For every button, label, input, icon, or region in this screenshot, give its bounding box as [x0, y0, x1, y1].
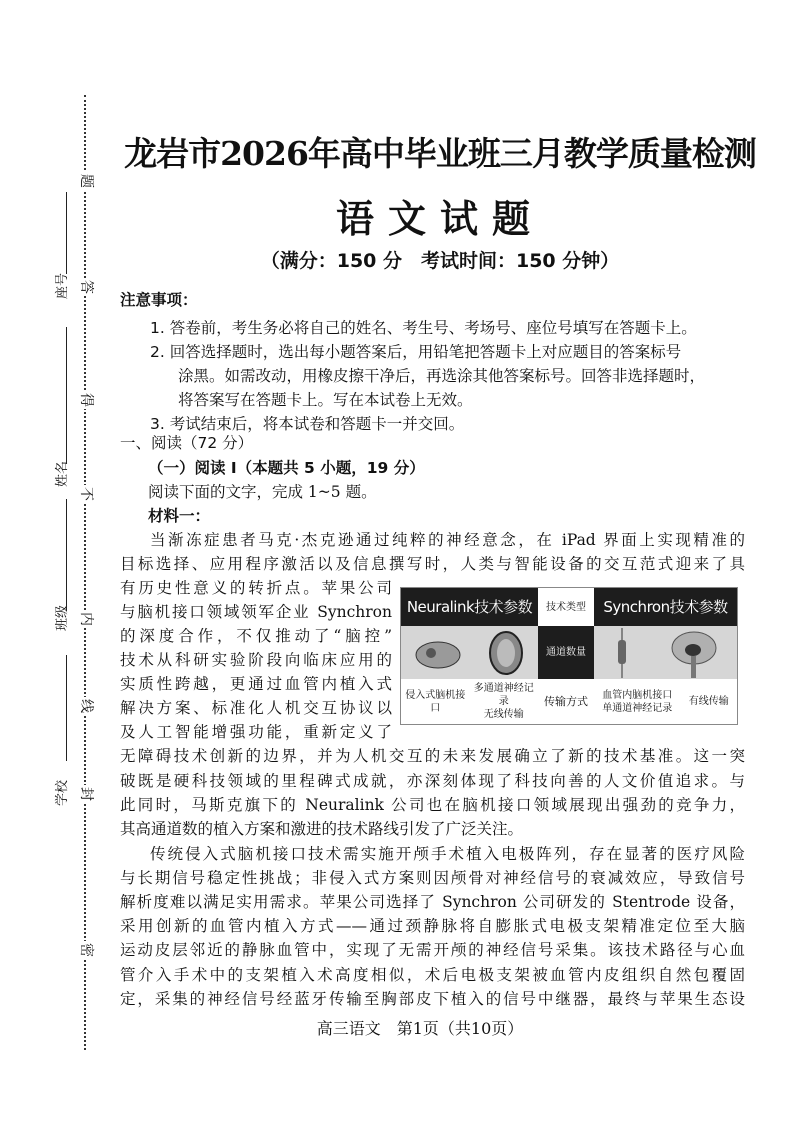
seal-char: 封: [78, 787, 94, 801]
passage-line: 传统侵入式脑机接口技术需实施开颅手术植入电极阵列，存在显著的医疗风险: [150, 845, 745, 863]
spec-cell: 侵入式脑机接口: [405, 689, 466, 714]
neuralink-images: [401, 626, 538, 679]
note-item: 1. 答卷前，考生务必将自己的姓名、考生号、考场号、座位号填写在答题卡上。: [150, 319, 697, 337]
name-field[interactable]: [66, 327, 67, 464]
row-label: 通道数量: [538, 626, 594, 679]
school-label: 学校: [55, 780, 70, 807]
part-title: （一）阅读 I（本题共 5 小题，19 分）: [148, 459, 425, 477]
passage-line: 运动皮层邻近的静脉血管中，实现了无需开颅的神经信号采集。该技术路径与心血: [120, 941, 745, 959]
subject-title: 语文试题: [335, 196, 544, 241]
row-label: 传输方式: [544, 695, 588, 708]
seal-char: 答: [78, 280, 94, 294]
passage-line: 实质性跨越，更通过血管内植入式: [120, 675, 392, 693]
seal-char: 线: [78, 699, 94, 713]
seat-number-field[interactable]: [66, 192, 67, 274]
synchron-images: [594, 626, 737, 679]
passage-line: 管介入手术中的支架植入术高度相似，术后电极支架被血管内皮组织自然包覆固: [120, 966, 745, 984]
seal-char: 得: [78, 393, 94, 407]
passage-line: 当渐冻症患者马克·杰克逊通过纯粹的神经意念，在 iPad 界面上实现精准的: [150, 531, 745, 549]
seal-char: 不: [78, 487, 94, 501]
material-label: 材料一：: [148, 506, 211, 525]
seal-char: 题: [78, 174, 94, 188]
class-field[interactable]: [66, 499, 67, 611]
name-label: 姓名: [55, 461, 70, 488]
passage-line: 此同时，马斯克旗下的 Neuralink 公司也在脑机接口领域展现出强劲的竞争力，: [120, 796, 745, 814]
seal-char: 内: [78, 612, 94, 626]
passage-line: 与长期信号稳定性挑战；非侵入式方案则因颅骨对神经信号的衰减效应，导致信号: [120, 869, 745, 887]
seal-char: 密: [78, 943, 94, 957]
neuralink-specs: [401, 679, 538, 724]
passage-line: 无障碍技术创新的边界，并为人机交互的未来发展确立了新的技术基准。这一突: [120, 747, 745, 765]
score-time: （满分：150 分 考试时间：150 分钟）: [260, 250, 620, 272]
brain-scan-image: [486, 630, 526, 676]
passage-line: 定，采集的神经信号经蓝牙传输至胸部皮下植入的信号中继器，最终与苹果生态设: [120, 990, 745, 1008]
exam-title: 龙岩市2026年高中毕业班三月教学质量检测: [124, 134, 756, 173]
passage-line: 解决方案、标准化人机交互协议以: [120, 699, 392, 717]
note-item: 2. 回答选择题时，选出每小题答案后，用铅笔把答题卡上对应题目的答案标号: [150, 343, 682, 361]
passage-line: 目标选择、应用程序激活以及信息撰写时，人类与智能设备的交互范式迎来了具: [120, 555, 745, 573]
note-item: 3. 考试结束后，将本试卷和答题卡一并交回。: [150, 415, 465, 433]
notes-heading: 注意事项：: [120, 291, 198, 309]
spec-cell: 有线传输: [688, 696, 729, 707]
row-label: 技术类型: [538, 588, 594, 626]
synchron-header: Synchron技术参数: [594, 588, 737, 626]
passage-line: 有历史性意义的转折点。苹果公司: [120, 579, 392, 597]
stent-electrode-image: [612, 628, 632, 678]
seat-number-label: 座号: [55, 273, 70, 300]
note-item: 将答案写在答题卡上。写在本试卷上无效。: [178, 391, 473, 409]
section-title: 一、阅读（72 分）: [120, 434, 254, 452]
spec-cell: 血管内脑机接口 单通道神经记录: [602, 689, 673, 714]
spec-cell: 多通道神经记录 无线传输: [473, 683, 534, 720]
passage-line: 破既是硬科技领域的里程碑式成就，亦深刻体现了科技向善的人文价值追求。与: [120, 772, 745, 790]
passage-line: 其高通道数的植入方案和激进的技术路线引发了广泛关注。: [120, 820, 524, 838]
passage-line: 与脑机接口领域领军企业 Synchron: [120, 603, 392, 621]
passage-line: 的深度合作，不仅推动了“脑控”: [120, 627, 392, 645]
synchron-specs: [594, 679, 737, 724]
implant-device-image: [413, 633, 463, 673]
neuralink-header: Neuralink技术参数: [401, 588, 538, 626]
brain-model-image: [669, 628, 719, 678]
passage-line: 解析度难以满足实用需求。苹果公司选择了 Synchron 公司研发的 Stentrode 设备，: [120, 893, 745, 911]
comparison-figure: [400, 587, 738, 725]
page-footer: 高三语文 第1页（共10页）: [316, 1019, 524, 1038]
passage-line: 采用创新的血管内植入方式——通过颈静脉将自膨胀式电极支架精准定位至大脑: [120, 917, 745, 935]
passage-line: 技术从科研实验阶段向临床应用的: [120, 651, 392, 669]
binding-dotted-line: [84, 95, 86, 1050]
passage-line: 及人工智能增强功能，重新定义了: [120, 723, 392, 741]
note-item: 涂黑。如需改动，用橡皮擦干净后，再选涂其他答案标号。回答非选择题时，: [178, 367, 706, 385]
class-label: 班级: [55, 605, 70, 632]
instruction: 阅读下面的文字，完成 1~5 题。: [148, 483, 377, 501]
school-field[interactable]: [66, 655, 67, 761]
